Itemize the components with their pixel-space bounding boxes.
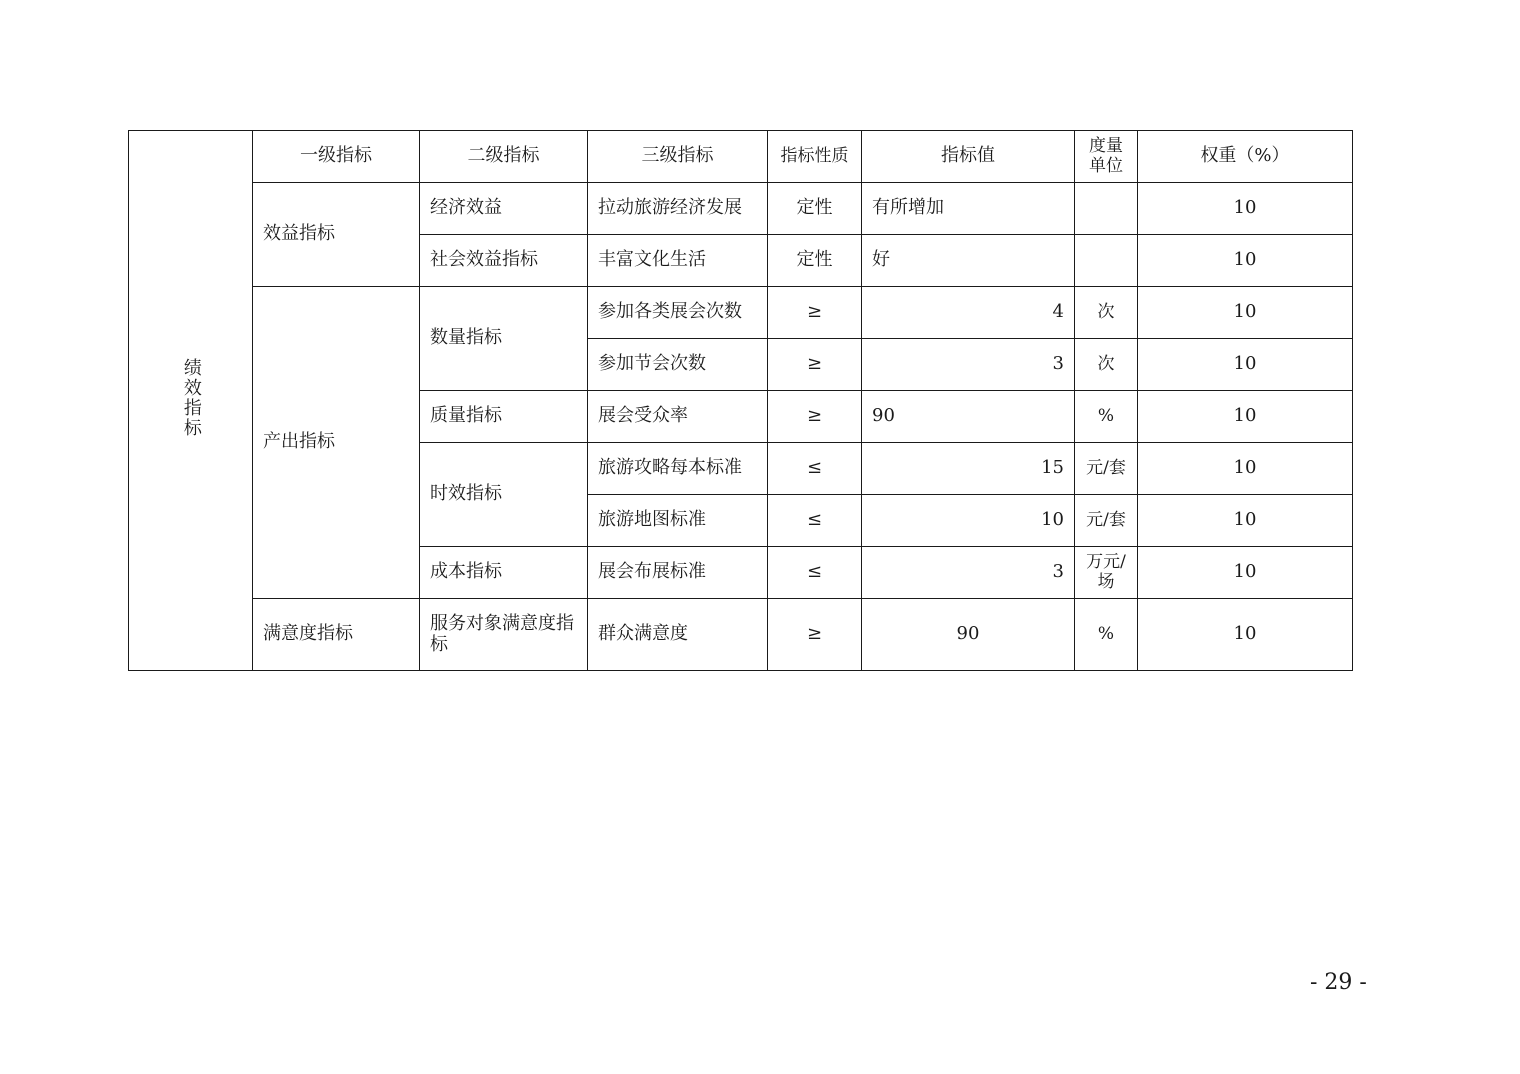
weight-cell: 10 <box>1138 391 1353 443</box>
value-cell: 10 <box>862 495 1075 547</box>
weight-cell: 10 <box>1138 547 1353 599</box>
performance-indicator-table <box>128 130 1353 671</box>
nature-cell: ≥ <box>768 599 862 671</box>
nature-cell: ≤ <box>768 495 862 547</box>
unit-cell <box>1075 235 1138 287</box>
header-weight: 权重（%） <box>1138 131 1353 183</box>
value-cell: 3 <box>862 339 1075 391</box>
weight-cell: 10 <box>1138 599 1353 671</box>
unit-cell: % <box>1075 599 1138 671</box>
level3-cell: 旅游地图标准 <box>588 495 768 547</box>
unit-cell: 万元/场 <box>1075 547 1138 599</box>
header-nature: 指标性质 <box>768 131 862 183</box>
unit-cell: 元/套 <box>1075 495 1138 547</box>
level3-cell: 参加各类展会次数 <box>588 287 768 339</box>
unit-cell: 次 <box>1075 287 1138 339</box>
level3-cell: 拉动旅游经济发展 <box>588 183 768 235</box>
unit-cell: % <box>1075 391 1138 443</box>
subgroup-quantity: 数量指标 <box>420 287 588 391</box>
level3-cell: 旅游攻略每本标准 <box>588 443 768 495</box>
level3-cell: 群众满意度 <box>588 599 768 671</box>
weight-cell: 10 <box>1138 287 1353 339</box>
header-value: 指标值 <box>862 131 1075 183</box>
nature-cell: 定性 <box>768 235 862 287</box>
group-output: 产出指标 <box>253 287 420 599</box>
table-row <box>129 287 1353 339</box>
group-benefit: 效益指标 <box>253 183 420 287</box>
subgroup-social: 社会效益指标 <box>420 235 588 287</box>
unit-cell <box>1075 183 1138 235</box>
table-row <box>129 183 1353 235</box>
group-satisfaction: 满意度指标 <box>253 599 420 671</box>
value-cell: 3 <box>862 547 1075 599</box>
subgroup-economic: 经济效益 <box>420 183 588 235</box>
category-label: 绩效指标 <box>180 357 202 438</box>
nature-cell: ≤ <box>768 547 862 599</box>
nature-cell: ≤ <box>768 443 862 495</box>
nature-cell: ≥ <box>768 287 862 339</box>
subgroup-cost: 成本指标 <box>420 547 588 599</box>
value-cell: 90 <box>862 599 1075 671</box>
value-cell: 90 <box>862 391 1075 443</box>
header-unit: 度量单位 <box>1075 131 1138 183</box>
category-cell <box>129 131 253 671</box>
weight-cell: 10 <box>1138 443 1353 495</box>
nature-cell: ≥ <box>768 339 862 391</box>
level3-cell: 参加节会次数 <box>588 339 768 391</box>
value-cell: 好 <box>862 235 1075 287</box>
level3-cell: 展会布展标准 <box>588 547 768 599</box>
weight-cell: 10 <box>1138 183 1353 235</box>
subgroup-quality: 质量指标 <box>420 391 588 443</box>
level3-cell: 丰富文化生活 <box>588 235 768 287</box>
page-number: - 29 - <box>1310 970 1367 995</box>
level3-cell: 展会受众率 <box>588 391 768 443</box>
unit-cell: 元/套 <box>1075 443 1138 495</box>
value-cell: 有所增加 <box>862 183 1075 235</box>
nature-cell: ≥ <box>768 391 862 443</box>
nature-cell: 定性 <box>768 183 862 235</box>
header-level1: 一级指标 <box>253 131 420 183</box>
unit-cell: 次 <box>1075 339 1138 391</box>
header-level3: 三级指标 <box>588 131 768 183</box>
weight-cell: 10 <box>1138 339 1353 391</box>
subgroup-service: 服务对象满意度指标 <box>420 599 588 671</box>
header-level2: 二级指标 <box>420 131 588 183</box>
weight-cell: 10 <box>1138 495 1353 547</box>
table-header-row <box>129 131 1353 183</box>
value-cell: 4 <box>862 287 1075 339</box>
weight-cell: 10 <box>1138 235 1353 287</box>
table-row <box>129 599 1353 671</box>
subgroup-timeliness: 时效指标 <box>420 443 588 547</box>
value-cell: 15 <box>862 443 1075 495</box>
